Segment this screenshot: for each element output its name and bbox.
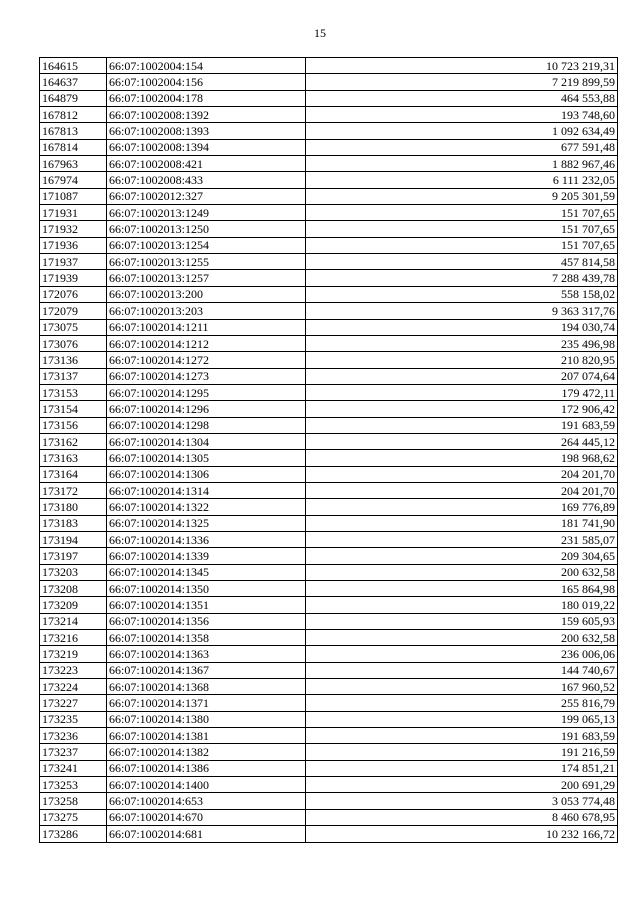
row-id-cell: 173241 xyxy=(40,760,107,776)
table-row xyxy=(40,156,618,172)
table-row xyxy=(40,286,618,302)
amount-cell: 181 741,90 xyxy=(306,515,618,531)
row-id-cell: 173224 xyxy=(40,679,107,695)
cadastral-number-cell: 66:07:1002014:1356 xyxy=(107,613,306,629)
row-id-cell: 173194 xyxy=(40,531,107,547)
cadastral-number-cell: 66:07:1002014:1212 xyxy=(107,335,306,351)
cadastral-number-cell: 66:07:1002014:1345 xyxy=(107,564,306,580)
row-id-cell: 167813 xyxy=(40,123,107,139)
amount-cell: 165 864,98 xyxy=(306,581,618,597)
amount-cell: 231 585,07 xyxy=(306,531,618,547)
amount-cell: 179 472,11 xyxy=(306,384,618,400)
amount-cell: 8 460 678,95 xyxy=(306,809,618,825)
cadastral-number-cell: 66:07:1002004:154 xyxy=(107,58,306,74)
cadastral-number-cell: 66:07:1002013:1255 xyxy=(107,254,306,270)
amount-cell: 457 814,58 xyxy=(306,254,618,270)
row-id-cell: 171931 xyxy=(40,205,107,221)
amount-cell: 207 074,64 xyxy=(306,368,618,384)
cadastral-number-cell: 66:07:1002014:1382 xyxy=(107,744,306,760)
amount-cell: 209 304,65 xyxy=(306,548,618,564)
cadastral-number-cell: 66:07:1002014:1295 xyxy=(107,384,306,400)
cadastral-number-cell: 66:07:1002014:1298 xyxy=(107,417,306,433)
row-id-cell: 171087 xyxy=(40,188,107,204)
table-row xyxy=(40,597,618,613)
table-row xyxy=(40,679,618,695)
amount-cell: 167 960,52 xyxy=(306,679,618,695)
row-id-cell: 173203 xyxy=(40,564,107,580)
table-row xyxy=(40,107,618,123)
cadastral-number-cell: 66:07:1002008:1393 xyxy=(107,123,306,139)
cadastral-number-cell: 66:07:1002014:1304 xyxy=(107,433,306,449)
row-id-cell: 164879 xyxy=(40,90,107,106)
table-row xyxy=(40,548,618,564)
row-id-cell: 164637 xyxy=(40,74,107,90)
cadastral-number-cell: 66:07:1002014:1350 xyxy=(107,581,306,597)
amount-cell: 235 496,98 xyxy=(306,335,618,351)
table-row xyxy=(40,172,618,188)
table-row xyxy=(40,466,618,482)
cadastral-number-cell: 66:07:1002014:1272 xyxy=(107,352,306,368)
amount-cell: 194 030,74 xyxy=(306,319,618,335)
row-id-cell: 171936 xyxy=(40,237,107,253)
amount-cell: 200 632,58 xyxy=(306,564,618,580)
cadastral-number-cell: 66:07:1002012:327 xyxy=(107,188,306,204)
cadastral-number-cell: 66:07:1002014:1380 xyxy=(107,711,306,727)
row-id-cell: 173163 xyxy=(40,450,107,466)
registry-table xyxy=(39,57,618,843)
amount-cell: 464 553,88 xyxy=(306,90,618,106)
amount-cell: 6 111 232,05 xyxy=(306,172,618,188)
row-id-cell: 173154 xyxy=(40,401,107,417)
table-row xyxy=(40,254,618,270)
cadastral-number-cell: 66:07:1002014:1296 xyxy=(107,401,306,417)
cadastral-number-cell: 66:07:1002014:670 xyxy=(107,809,306,825)
row-id-cell: 173136 xyxy=(40,352,107,368)
cadastral-number-cell: 66:07:1002014:1381 xyxy=(107,728,306,744)
table-row xyxy=(40,401,618,417)
row-id-cell: 171937 xyxy=(40,254,107,270)
table-row xyxy=(40,221,618,237)
cadastral-number-cell: 66:07:1002008:433 xyxy=(107,172,306,188)
amount-cell: 151 707,65 xyxy=(306,237,618,253)
cadastral-number-cell: 66:07:1002014:1211 xyxy=(107,319,306,335)
row-id-cell: 167963 xyxy=(40,156,107,172)
table-row xyxy=(40,809,618,825)
row-id-cell: 172079 xyxy=(40,303,107,319)
amount-cell: 10 232 166,72 xyxy=(306,826,618,842)
row-id-cell: 173137 xyxy=(40,368,107,384)
amount-cell: 9 205 301,59 xyxy=(306,188,618,204)
row-id-cell: 173183 xyxy=(40,515,107,531)
table-row xyxy=(40,728,618,744)
table-row xyxy=(40,270,618,286)
cadastral-number-cell: 66:07:1002014:1273 xyxy=(107,368,306,384)
row-id-cell: 173235 xyxy=(40,711,107,727)
table-row xyxy=(40,777,618,793)
amount-cell: 236 006,06 xyxy=(306,646,618,662)
table-row xyxy=(40,123,618,139)
row-id-cell: 171932 xyxy=(40,221,107,237)
row-id-cell: 167974 xyxy=(40,172,107,188)
cadastral-number-cell: 66:07:1002014:1358 xyxy=(107,630,306,646)
amount-cell: 151 707,65 xyxy=(306,205,618,221)
cadastral-number-cell: 66:07:1002014:1371 xyxy=(107,695,306,711)
cadastral-number-cell: 66:07:1002013:1250 xyxy=(107,221,306,237)
table-row xyxy=(40,303,618,319)
row-id-cell: 173216 xyxy=(40,630,107,646)
cadastral-number-cell: 66:07:1002014:1336 xyxy=(107,531,306,547)
cadastral-number-cell: 66:07:1002013:1257 xyxy=(107,270,306,286)
amount-cell: 1 882 967,46 xyxy=(306,156,618,172)
amount-cell: 191 683,59 xyxy=(306,417,618,433)
row-id-cell: 173162 xyxy=(40,433,107,449)
table-row xyxy=(40,646,618,662)
row-id-cell: 173164 xyxy=(40,466,107,482)
row-id-cell: 173208 xyxy=(40,581,107,597)
cadastral-number-cell: 66:07:1002004:178 xyxy=(107,90,306,106)
row-id-cell: 173236 xyxy=(40,728,107,744)
cadastral-number-cell: 66:07:1002008:1392 xyxy=(107,107,306,123)
table-row xyxy=(40,90,618,106)
table-row xyxy=(40,695,618,711)
row-id-cell: 173076 xyxy=(40,335,107,351)
table-row xyxy=(40,205,618,221)
amount-cell: 9 363 317,76 xyxy=(306,303,618,319)
row-id-cell: 167812 xyxy=(40,107,107,123)
cadastral-number-cell: 66:07:1002013:1254 xyxy=(107,237,306,253)
amount-cell: 191 683,59 xyxy=(306,728,618,744)
row-id-cell: 173180 xyxy=(40,499,107,515)
table-row xyxy=(40,630,618,646)
table-row xyxy=(40,581,618,597)
amount-cell: 210 820,95 xyxy=(306,352,618,368)
amount-cell: 204 201,70 xyxy=(306,482,618,498)
registry-table-body xyxy=(40,58,618,843)
amount-cell: 200 632,58 xyxy=(306,630,618,646)
amount-cell: 1 092 634,49 xyxy=(306,123,618,139)
amount-cell: 169 776,89 xyxy=(306,499,618,515)
amount-cell: 204 201,70 xyxy=(306,466,618,482)
table-row xyxy=(40,384,618,400)
cadastral-number-cell: 66:07:1002014:1386 xyxy=(107,760,306,776)
amount-cell: 255 816,79 xyxy=(306,695,618,711)
row-id-cell: 173286 xyxy=(40,826,107,842)
table-row xyxy=(40,826,618,842)
table-row xyxy=(40,564,618,580)
amount-cell: 174 851,21 xyxy=(306,760,618,776)
row-id-cell: 164615 xyxy=(40,58,107,74)
row-id-cell: 173075 xyxy=(40,319,107,335)
row-id-cell: 173214 xyxy=(40,613,107,629)
cadastral-number-cell: 66:07:1002014:681 xyxy=(107,826,306,842)
amount-cell: 172 906,42 xyxy=(306,401,618,417)
cadastral-number-cell: 66:07:1002013:203 xyxy=(107,303,306,319)
row-id-cell: 172076 xyxy=(40,286,107,302)
amount-cell: 159 605,93 xyxy=(306,613,618,629)
row-id-cell: 173275 xyxy=(40,809,107,825)
row-id-cell: 171939 xyxy=(40,270,107,286)
table-row xyxy=(40,711,618,727)
table-row xyxy=(40,482,618,498)
table-row xyxy=(40,760,618,776)
cadastral-number-cell: 66:07:1002014:1305 xyxy=(107,450,306,466)
row-id-cell: 173156 xyxy=(40,417,107,433)
table-row xyxy=(40,613,618,629)
amount-cell: 198 968,62 xyxy=(306,450,618,466)
table-row xyxy=(40,58,618,74)
table-row xyxy=(40,368,618,384)
table-row xyxy=(40,531,618,547)
cadastral-number-cell: 66:07:1002008:421 xyxy=(107,156,306,172)
cadastral-number-cell: 66:07:1002014:653 xyxy=(107,793,306,809)
amount-cell: 264 445,12 xyxy=(306,433,618,449)
table-row xyxy=(40,744,618,760)
cadastral-number-cell: 66:07:1002013:200 xyxy=(107,286,306,302)
row-id-cell: 167814 xyxy=(40,139,107,155)
table-row xyxy=(40,74,618,90)
cadastral-number-cell: 66:07:1002014:1306 xyxy=(107,466,306,482)
amount-cell: 193 748,60 xyxy=(306,107,618,123)
amount-cell: 200 691,29 xyxy=(306,777,618,793)
table-row xyxy=(40,188,618,204)
table-row xyxy=(40,139,618,155)
amount-cell: 180 019,22 xyxy=(306,597,618,613)
table-row xyxy=(40,450,618,466)
amount-cell: 151 707,65 xyxy=(306,221,618,237)
amount-cell: 10 723 219,31 xyxy=(306,58,618,74)
cadastral-number-cell: 66:07:1002008:1394 xyxy=(107,139,306,155)
table-row xyxy=(40,515,618,531)
table-row xyxy=(40,433,618,449)
row-id-cell: 173227 xyxy=(40,695,107,711)
amount-cell: 677 591,48 xyxy=(306,139,618,155)
table-row xyxy=(40,499,618,515)
cadastral-number-cell: 66:07:1002014:1351 xyxy=(107,597,306,613)
table-row xyxy=(40,352,618,368)
row-id-cell: 173219 xyxy=(40,646,107,662)
table-row xyxy=(40,662,618,678)
row-id-cell: 173153 xyxy=(40,384,107,400)
cadastral-number-cell: 66:07:1002014:1367 xyxy=(107,662,306,678)
amount-cell: 191 216,59 xyxy=(306,744,618,760)
row-id-cell: 173223 xyxy=(40,662,107,678)
amount-cell: 144 740,67 xyxy=(306,662,618,678)
row-id-cell: 173258 xyxy=(40,793,107,809)
amount-cell: 3 053 774,48 xyxy=(306,793,618,809)
amount-cell: 7 219 899,59 xyxy=(306,74,618,90)
cadastral-number-cell: 66:07:1002013:1249 xyxy=(107,205,306,221)
table-row xyxy=(40,319,618,335)
table-row xyxy=(40,335,618,351)
table-row xyxy=(40,237,618,253)
table-row xyxy=(40,417,618,433)
cadastral-number-cell: 66:07:1002014:1325 xyxy=(107,515,306,531)
row-id-cell: 173172 xyxy=(40,482,107,498)
row-id-cell: 173253 xyxy=(40,777,107,793)
cadastral-number-cell: 66:07:1002014:1314 xyxy=(107,482,306,498)
amount-cell: 558 158,02 xyxy=(306,286,618,302)
table-row xyxy=(40,793,618,809)
amount-cell: 199 065,13 xyxy=(306,711,618,727)
cadastral-number-cell: 66:07:1002014:1368 xyxy=(107,679,306,695)
row-id-cell: 173237 xyxy=(40,744,107,760)
cadastral-number-cell: 66:07:1002004:156 xyxy=(107,74,306,90)
amount-cell: 7 288 439,78 xyxy=(306,270,618,286)
row-id-cell: 173209 xyxy=(40,597,107,613)
cadastral-number-cell: 66:07:1002014:1363 xyxy=(107,646,306,662)
row-id-cell: 173197 xyxy=(40,548,107,564)
cadastral-number-cell: 66:07:1002014:1400 xyxy=(107,777,306,793)
page-number: 15 xyxy=(314,26,326,40)
cadastral-number-cell: 66:07:1002014:1339 xyxy=(107,548,306,564)
cadastral-number-cell: 66:07:1002014:1322 xyxy=(107,499,306,515)
